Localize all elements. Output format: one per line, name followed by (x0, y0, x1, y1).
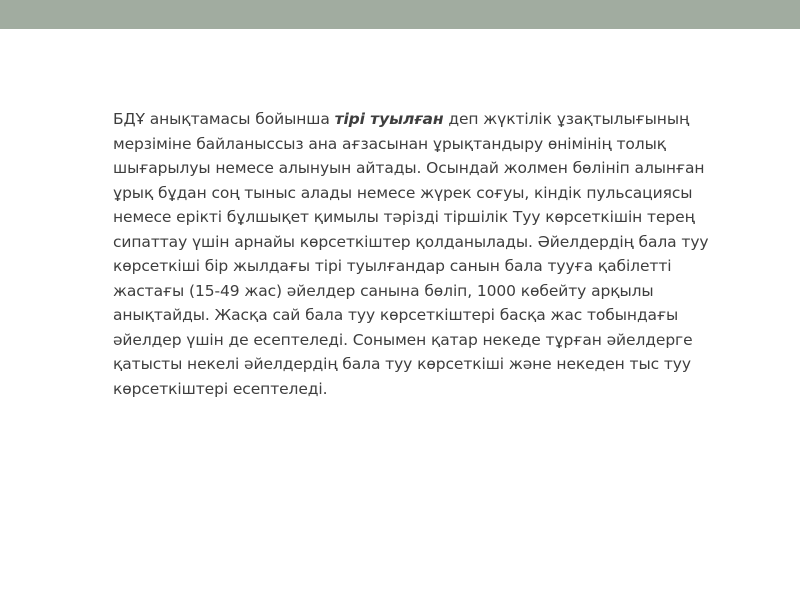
body-paragraph (113, 107, 741, 401)
top-bar (0, 0, 800, 29)
paragraph-emphasis: тірі туылған (334, 110, 444, 128)
paragraph-rest: деп жүктілік ұзақтылығының мерзіміне байланыссыз ана ағзасынан ұрықтандыру өнімінің толық шығарылуы немесе алынуын айтады. Осындай жолмен бөлініп алынған ұрық бұдан соң тыныс алады немесе жүрек соғуы, кіндік пульсациясы немесе ерікті бұлшықет қимылы тәрізді тіршілік Туу көрсеткішін терең сипаттау үшін арнайы көрсеткіштер қолданылады. Әйелдердің бала туу көрсеткіші бір жылдағы тірі туылғандар санын бала тууға қабілетті жастағы (15-49 жас) әйелдер санына бөліп, 1000 көбейту арқылы анықтайды. Жасқа сай бала туу көрсеткіштері басқа жас тобындағы әйелдер үшін де есептеледі. Сонымен қатар некеде тұрған әйелдерге қатысты некелі әйелдердің бала туу көрсеткіші және некеден тыс туу көрсеткіштері есептеледі. (113, 110, 709, 398)
paragraph-intro: БДҰ анықтамасы бойынша (113, 110, 335, 128)
